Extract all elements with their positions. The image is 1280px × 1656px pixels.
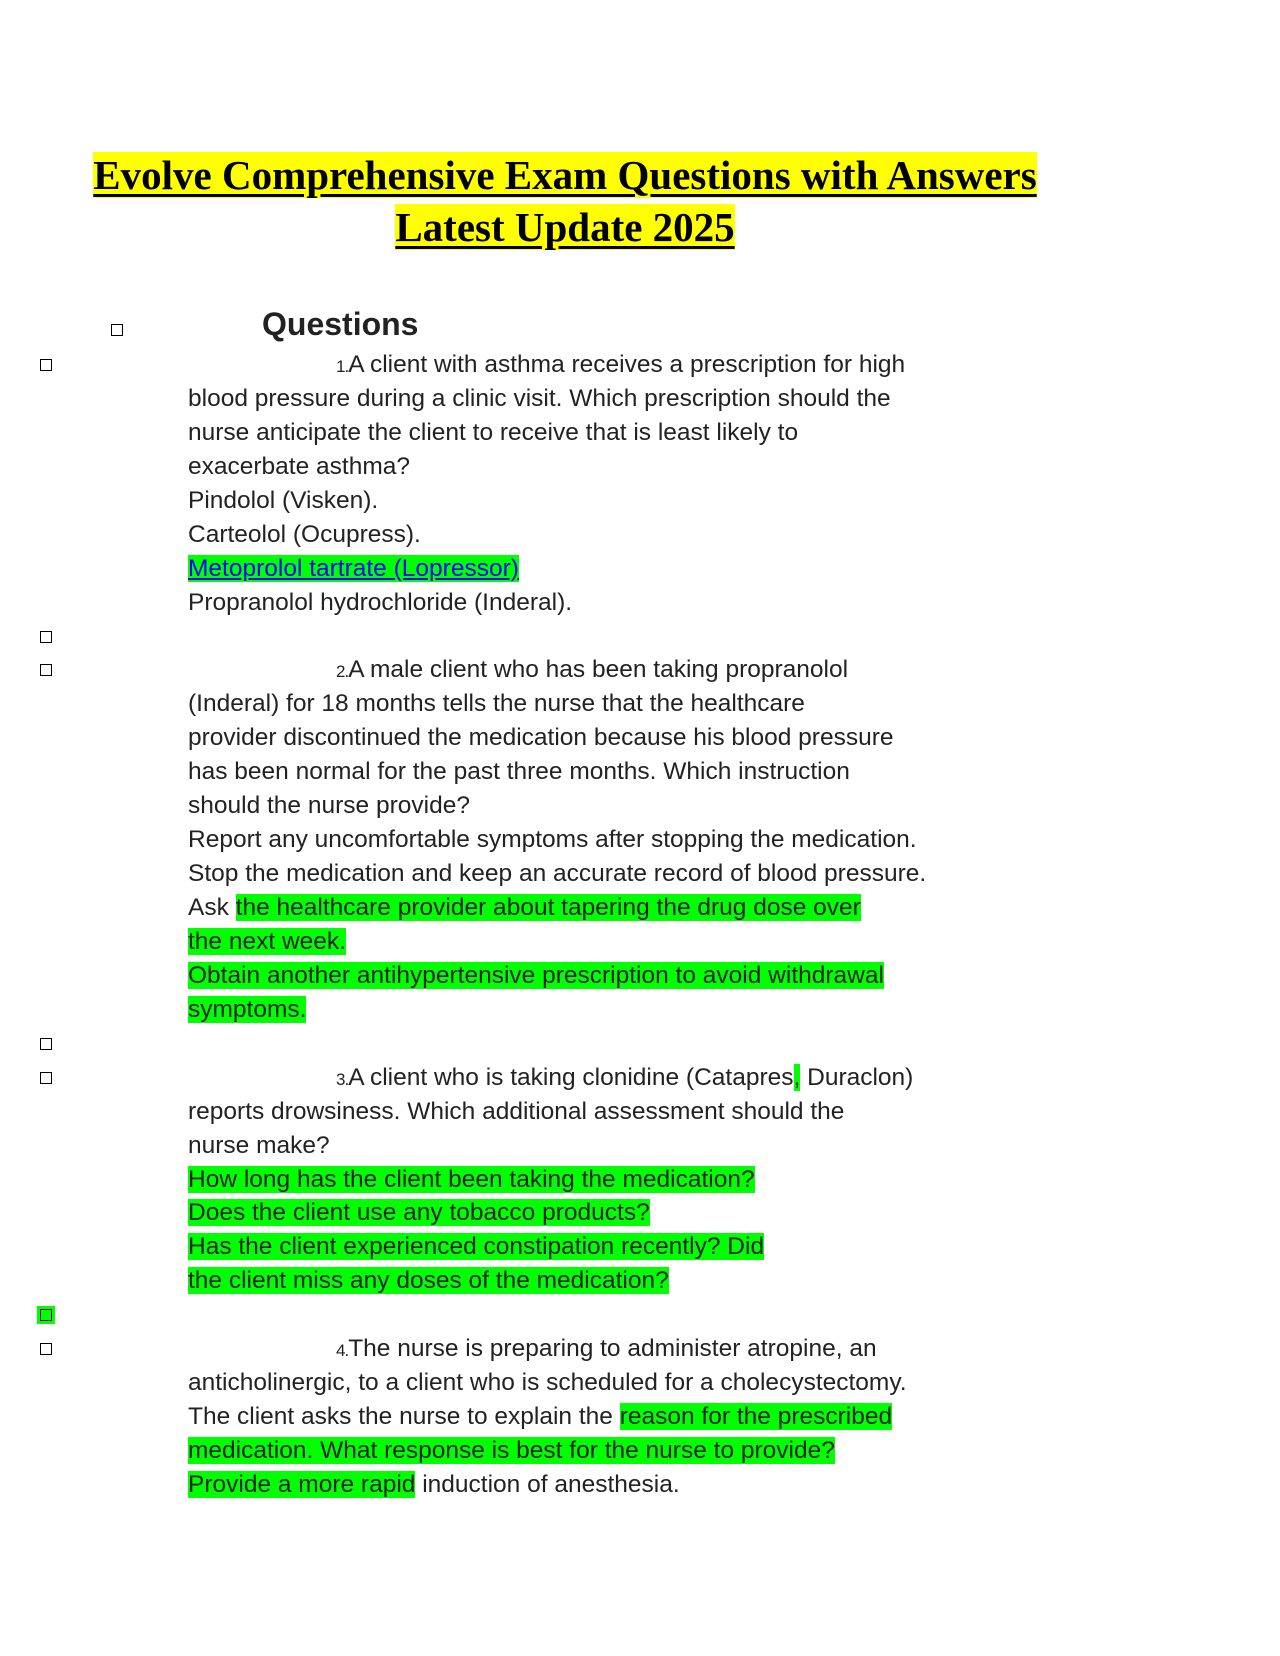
text-line bbox=[0, 1230, 1280, 1264]
text-line bbox=[0, 823, 1280, 857]
text-line bbox=[0, 891, 1280, 925]
text-line bbox=[0, 789, 1280, 823]
text-line bbox=[0, 755, 1280, 789]
title-text-2: Latest Update 2025 bbox=[395, 204, 735, 250]
text-line bbox=[0, 1400, 1280, 1434]
highlighted-answer-text: the next week. bbox=[188, 927, 346, 955]
text-segment: nurse anticipate the client to receive that is least likely to bbox=[188, 418, 799, 446]
text-line bbox=[0, 620, 1280, 654]
bullet-box-icon bbox=[40, 664, 52, 676]
document-title-line-2 bbox=[0, 202, 1130, 252]
text-segment: reports drowsiness. Which additional assessment should the bbox=[188, 1097, 845, 1125]
text-line bbox=[0, 687, 1280, 721]
section-heading: Questions bbox=[262, 306, 419, 342]
text-line bbox=[0, 1196, 1280, 1230]
text-segment: Pindolol (Visken). bbox=[188, 486, 379, 514]
highlighted-answer-text: Provide a more rapid bbox=[188, 1470, 416, 1498]
highlighted-answer-text: Obtain another antihypertensive prescription to avoid withdrawal bbox=[188, 961, 884, 989]
bullet-box-icon bbox=[40, 1072, 52, 1084]
text-segment: Propranolol hydrochloride (Inderal). bbox=[188, 588, 573, 616]
text-segment: A client with asthma receives a prescription for high bbox=[348, 351, 906, 378]
highlighted-answer-text: the healthcare provider about tapering the drug dose over bbox=[235, 894, 861, 921]
question-stem-line bbox=[0, 1061, 1280, 1095]
question-number: 4. bbox=[336, 1341, 349, 1361]
text-line bbox=[0, 450, 1280, 484]
text-segment: The client asks the nurse to explain the bbox=[188, 1403, 620, 1431]
text-line bbox=[0, 959, 1280, 993]
question-stem-line bbox=[0, 1332, 1280, 1366]
highlighted-answer-text: reason for the prescribed bbox=[619, 1403, 893, 1431]
text-line bbox=[0, 1095, 1280, 1129]
text-line bbox=[0, 586, 1280, 620]
text-line bbox=[0, 518, 1280, 552]
text-segment: Ask bbox=[188, 894, 236, 921]
text-segment: induction of anesthesia. bbox=[415, 1470, 680, 1498]
text-line bbox=[0, 1366, 1280, 1400]
text-segment: nurse make? bbox=[188, 1131, 330, 1159]
highlighted-answer-text: How long has the client been taking the medication? bbox=[188, 1165, 755, 1193]
text-segment: (Inderal) for 18 months tells the nurse that the healthcare bbox=[188, 690, 805, 718]
text-segment: Carteolol (Ocupress). bbox=[188, 520, 421, 548]
text-segment: Stop the medication and keep an accurate record of blood pressure. bbox=[188, 860, 927, 888]
highlighted-answer-text: Metoprolol tartrate (Lopressor) bbox=[188, 554, 519, 582]
text-segment: A client who is taking clonidine (Catapres bbox=[348, 1063, 794, 1091]
text-line bbox=[0, 993, 1280, 1027]
bullet-box-icon bbox=[40, 631, 52, 643]
bullet-box-icon bbox=[40, 1343, 52, 1355]
text-line bbox=[0, 857, 1280, 891]
bullet-box-icon bbox=[111, 324, 123, 336]
text-segment: provider discontinued the medication because his blood pressure bbox=[188, 724, 894, 752]
highlighted-answer-text: Has the client experienced constipation recently? Did bbox=[188, 1233, 765, 1261]
text-segment: The nurse is preparing to administer atropine, an bbox=[348, 1335, 877, 1363]
text-segment: should the nurse provide? bbox=[188, 792, 470, 820]
text-line bbox=[0, 1129, 1280, 1163]
text-segment: has been normal for the past three months. Which instruction bbox=[188, 758, 850, 786]
text-line bbox=[0, 1027, 1280, 1061]
text-line bbox=[0, 484, 1280, 518]
text-line bbox=[0, 416, 1280, 450]
title-text-1: Evolve Comprehensive Exam Questions with Answers bbox=[93, 152, 1037, 198]
highlighted-answer-text: symptoms. bbox=[188, 995, 307, 1023]
text-line bbox=[0, 721, 1280, 755]
bullet-box-icon bbox=[40, 359, 52, 371]
highlighted-answer-text: , bbox=[793, 1063, 801, 1091]
document-title-line-1 bbox=[0, 150, 1130, 200]
text-line bbox=[0, 1163, 1280, 1197]
highlighted-answer-text: the client miss any doses of the medication? bbox=[188, 1267, 669, 1295]
text-line bbox=[0, 552, 1280, 586]
text-line bbox=[0, 925, 1280, 959]
text-line bbox=[0, 382, 1280, 416]
highlighted-answer-text: medication. What response is best for the nurse to provide? bbox=[188, 1437, 835, 1464]
text-segment: A male client who has been taking propranolol bbox=[348, 656, 849, 684]
highlighted-answer-text: Does the client use any tobacco products? bbox=[188, 1199, 650, 1227]
question-number: 3. bbox=[336, 1069, 349, 1089]
question-number: 2. bbox=[336, 662, 349, 682]
question-number: 1. bbox=[336, 357, 349, 376]
text-segment: blood pressure during a clinic visit. Which prescription should the bbox=[188, 384, 891, 412]
text-line bbox=[0, 1434, 1280, 1468]
text-line bbox=[0, 1264, 1280, 1298]
text-segment: exacerbate asthma? bbox=[188, 452, 410, 480]
text-segment: anticholinergic, to a client who is scheduled for a cholecystectomy. bbox=[188, 1369, 907, 1397]
bullet-box-icon bbox=[40, 1309, 52, 1321]
text-line bbox=[0, 1468, 1280, 1502]
text-segment: Report any uncomfortable symptoms after stopping the medication. bbox=[188, 826, 917, 854]
question-list bbox=[0, 348, 1280, 1502]
question-stem-line bbox=[0, 653, 1280, 687]
question-stem-line bbox=[0, 348, 1280, 382]
text-line bbox=[0, 1298, 1280, 1332]
bullet-box-icon bbox=[40, 1038, 52, 1050]
text-segment: Duraclon) bbox=[800, 1063, 914, 1091]
